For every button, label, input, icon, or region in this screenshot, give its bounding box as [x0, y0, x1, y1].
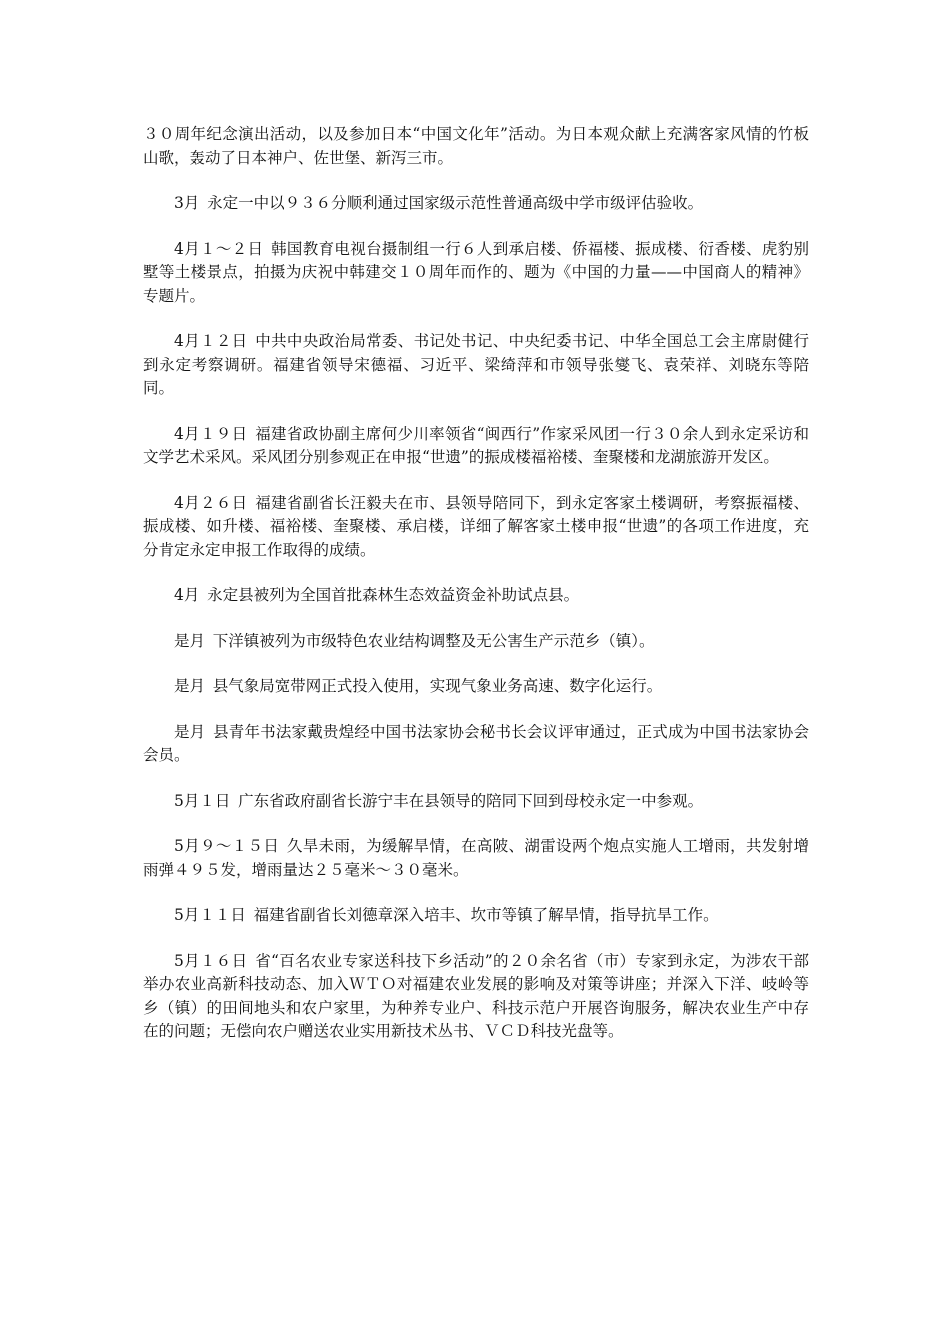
paragraph-text: 福建省副省长刘德章深入培丰、坎市等镇了解旱情，指导抗旱工作。: [253, 906, 719, 924]
paragraph-text: 福建省副省长汪毅夫在市、县领导陪同下，到永定客家土楼调研，考察振福楼、振成楼、如升楼、福裕楼、奎聚楼、承启楼，详细了解客家土楼申报“世遗”的各项工作进度，充分肯定永定申报工作取得的成绩。: [143, 493, 809, 559]
paragraph: [143, 721, 809, 768]
paragraph: [143, 835, 809, 882]
paragraph-text: 下洋镇被列为市级特色农业结构调整及无公害生产示范乡（镇）。: [212, 631, 655, 650]
paragraph-text: 县气象局宽带网正式投入使用，实现气象业务高速、数字化运行。: [212, 677, 663, 695]
paragraph-text: 中共中央政治局常委、书记处书记、中央纪委书记、中华全国总工会主席尉健行到永定考察调研。福建省领导宋德福、习近平、梁绮萍和市领导张燮飞、袁荣祥、刘晓东等陪同。: [143, 332, 809, 397]
paragraph-text: 广东省政府副省长游宁丰在县领导的陪同下回到母校永定一中参观。: [238, 791, 704, 810]
paragraph: [143, 584, 809, 608]
paragraph: [143, 330, 809, 401]
paragraph-text: 永定一中以９３６分顺利通过国家级示范性普通高级中学市级评估验收。: [207, 194, 704, 212]
paragraph-text: 韩国教育电视台摄制组一行６人到承启楼、侨福楼、振成楼、衍香楼、虎豹别墅等土楼景点，拍摄为庆祝中韩建交１０周年而作的、题为《中国的力量——中国商人的精神》专题片。: [143, 239, 809, 305]
paragraph: [143, 675, 809, 699]
paragraph: [143, 238, 809, 309]
entry-date: 4月２６日: [174, 493, 248, 512]
entry-date: 是月: [174, 677, 206, 695]
paragraph: [143, 904, 809, 928]
paragraph: [143, 192, 809, 216]
entry-date: 5月１６日: [174, 951, 248, 970]
entry-date: 5月１１日: [174, 906, 246, 924]
entry-date: 3月: [174, 194, 200, 212]
paragraph-text: 省“百名农业专家送科技下乡活动”的２０余名省（市）专家到永定，为涉农干部举办农业高新科技动态、加入ＷＴＯ对福建农业发展的影响及对策等讲座；并深入下洋、岐岭等乡（镇）的田间地头和农户家里，为种养专业户、科技示范户开展咨询服务，解决农业生产中存在的问题；无偿向农户赠送农业实用新技术丛书、ＶＣＤ科技光盘等。: [143, 951, 809, 1040]
paragraph-text: 福建省政协副主席何少川率领省“闽西行”作家采风团一行３０余人到永定采访和文学艺术采风。采风团分别参观正在申报“世遗”的振成楼福裕楼、奎聚楼和龙湖旅游开发区。: [143, 424, 809, 466]
entry-date: 5月９～１５日: [174, 837, 280, 855]
paragraph: [143, 423, 809, 470]
paragraph-text: 久旱未雨，为缓解旱情，在高陂、湖雷设两个炮点实施人工增雨，共发射增雨弹４９５发，增雨量达２５毫米～３０毫米。: [143, 837, 809, 879]
paragraph-text: 永定县被列为全国首批森林生态效益资金补助试点县。: [207, 586, 580, 604]
paragraph: [143, 790, 809, 814]
entry-date: 4月１２日: [174, 332, 248, 350]
paragraph: [143, 630, 809, 654]
paragraph: [143, 123, 809, 170]
paragraph-text: ３０周年纪念演出活动，以及参加日本“中国文化年”活动。为日本观众献上充满客家风情的竹板山歌，轰动了日本神户、佐世堡、新泻三市。: [143, 125, 809, 167]
paragraph: [143, 950, 809, 1044]
chronicle-body: [143, 123, 809, 1066]
entry-date: 4月１９日: [174, 424, 248, 443]
entry-date: 是月: [174, 631, 206, 650]
paragraph-text: 县青年书法家戴贵煌经中国书法家协会秘书长会议评审通过，正式成为中国书法家协会会员。: [143, 722, 809, 764]
entry-date: 是月: [174, 722, 206, 741]
entry-date: 4月１～２日: [174, 239, 264, 258]
entry-date: 4月: [174, 586, 200, 604]
entry-date: 5月１日: [174, 791, 231, 810]
paragraph: [143, 492, 809, 563]
